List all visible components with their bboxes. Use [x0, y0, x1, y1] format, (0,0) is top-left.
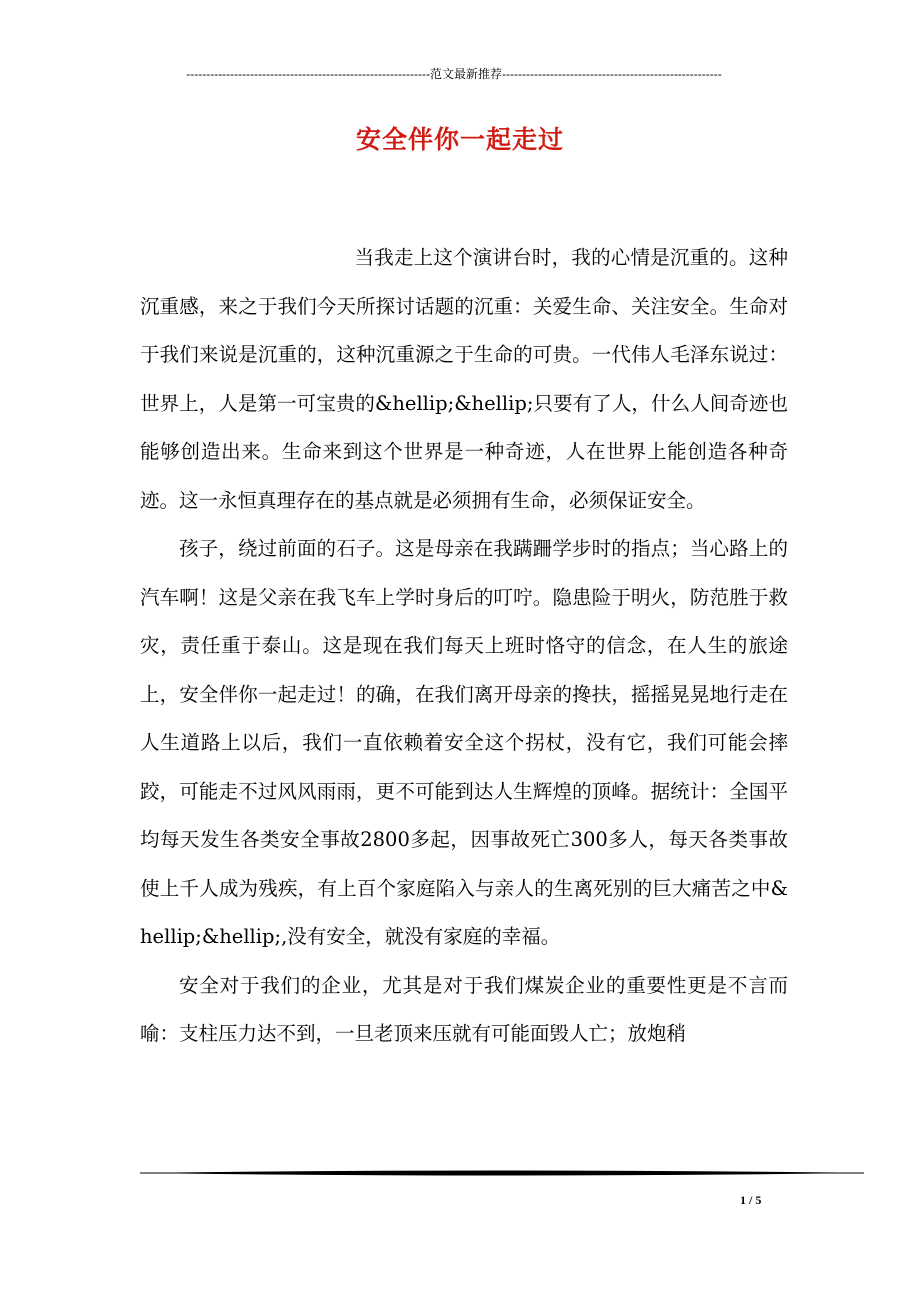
page-header-recommendation: -------------------------------------------------------------范文最新推荐-------------------------------------------------------	[186, 67, 722, 81]
paragraph-1: 当我走上这个演讲台时，我的心情是沉重的。这种沉重感，来之于我们今天所探讨话题的沉重：关爱生命、关注安全。生命对于我们来说是沉重的，这种沉重源之于生命的可贵。一代伟人毛泽东说过：世界上，人是第一可宝贵的&hellip;&hellip;只要有了人，什么人间奇迹也能够创造出来。生命来到这个世界是一种奇迹，人在世界上能创造各种奇迹。这一永恒真理存在的基点就是必须拥有生命，必须保证安全。	[140, 246, 788, 512]
document-title: 安全伴你一起走过	[355, 125, 564, 154]
document-body	[140, 234, 788, 1059]
page-number: 1 / 5	[740, 1193, 762, 1207]
paragraph-2: 孩子，绕过前面的石子。这是母亲在我蹒跚学步时的指点；当心路上的汽车啊！这是父亲在我飞车上学时身后的叮咛。隐患险于明火，防范胜于救灾，责任重于泰山。这是现在我们每天上班时恪守的信念，在人生的旅途上，安全伴你一起走过！的确，在我们离开母亲的搀扶，摇摇晃晃地行走在人生道路上以后，我们一直依赖着安全这个拐杖，没有它，我们可能会摔跤，可能走不过风风雨雨，更不可能到达人生辉煌的顶峰。据统计：全国平均每天发生各类安全事故2800多起，因事故死亡300多人，每天各类事故使上千人成为残疾，有上百个家庭陷入与亲人的生离死别的巨大痛苦之中&hellip;&hellip;,没有安全，就没有家庭的幸福。	[140, 537, 788, 948]
footer-divider	[140, 1169, 864, 1177]
paragraph-3: 安全对于我们的企业，尤其是对于我们煤炭企业的重要性更是不言而喻：支柱压力达不到，一旦老顶来压就有可能面毁人亡；放炮稍	[140, 973, 788, 1045]
